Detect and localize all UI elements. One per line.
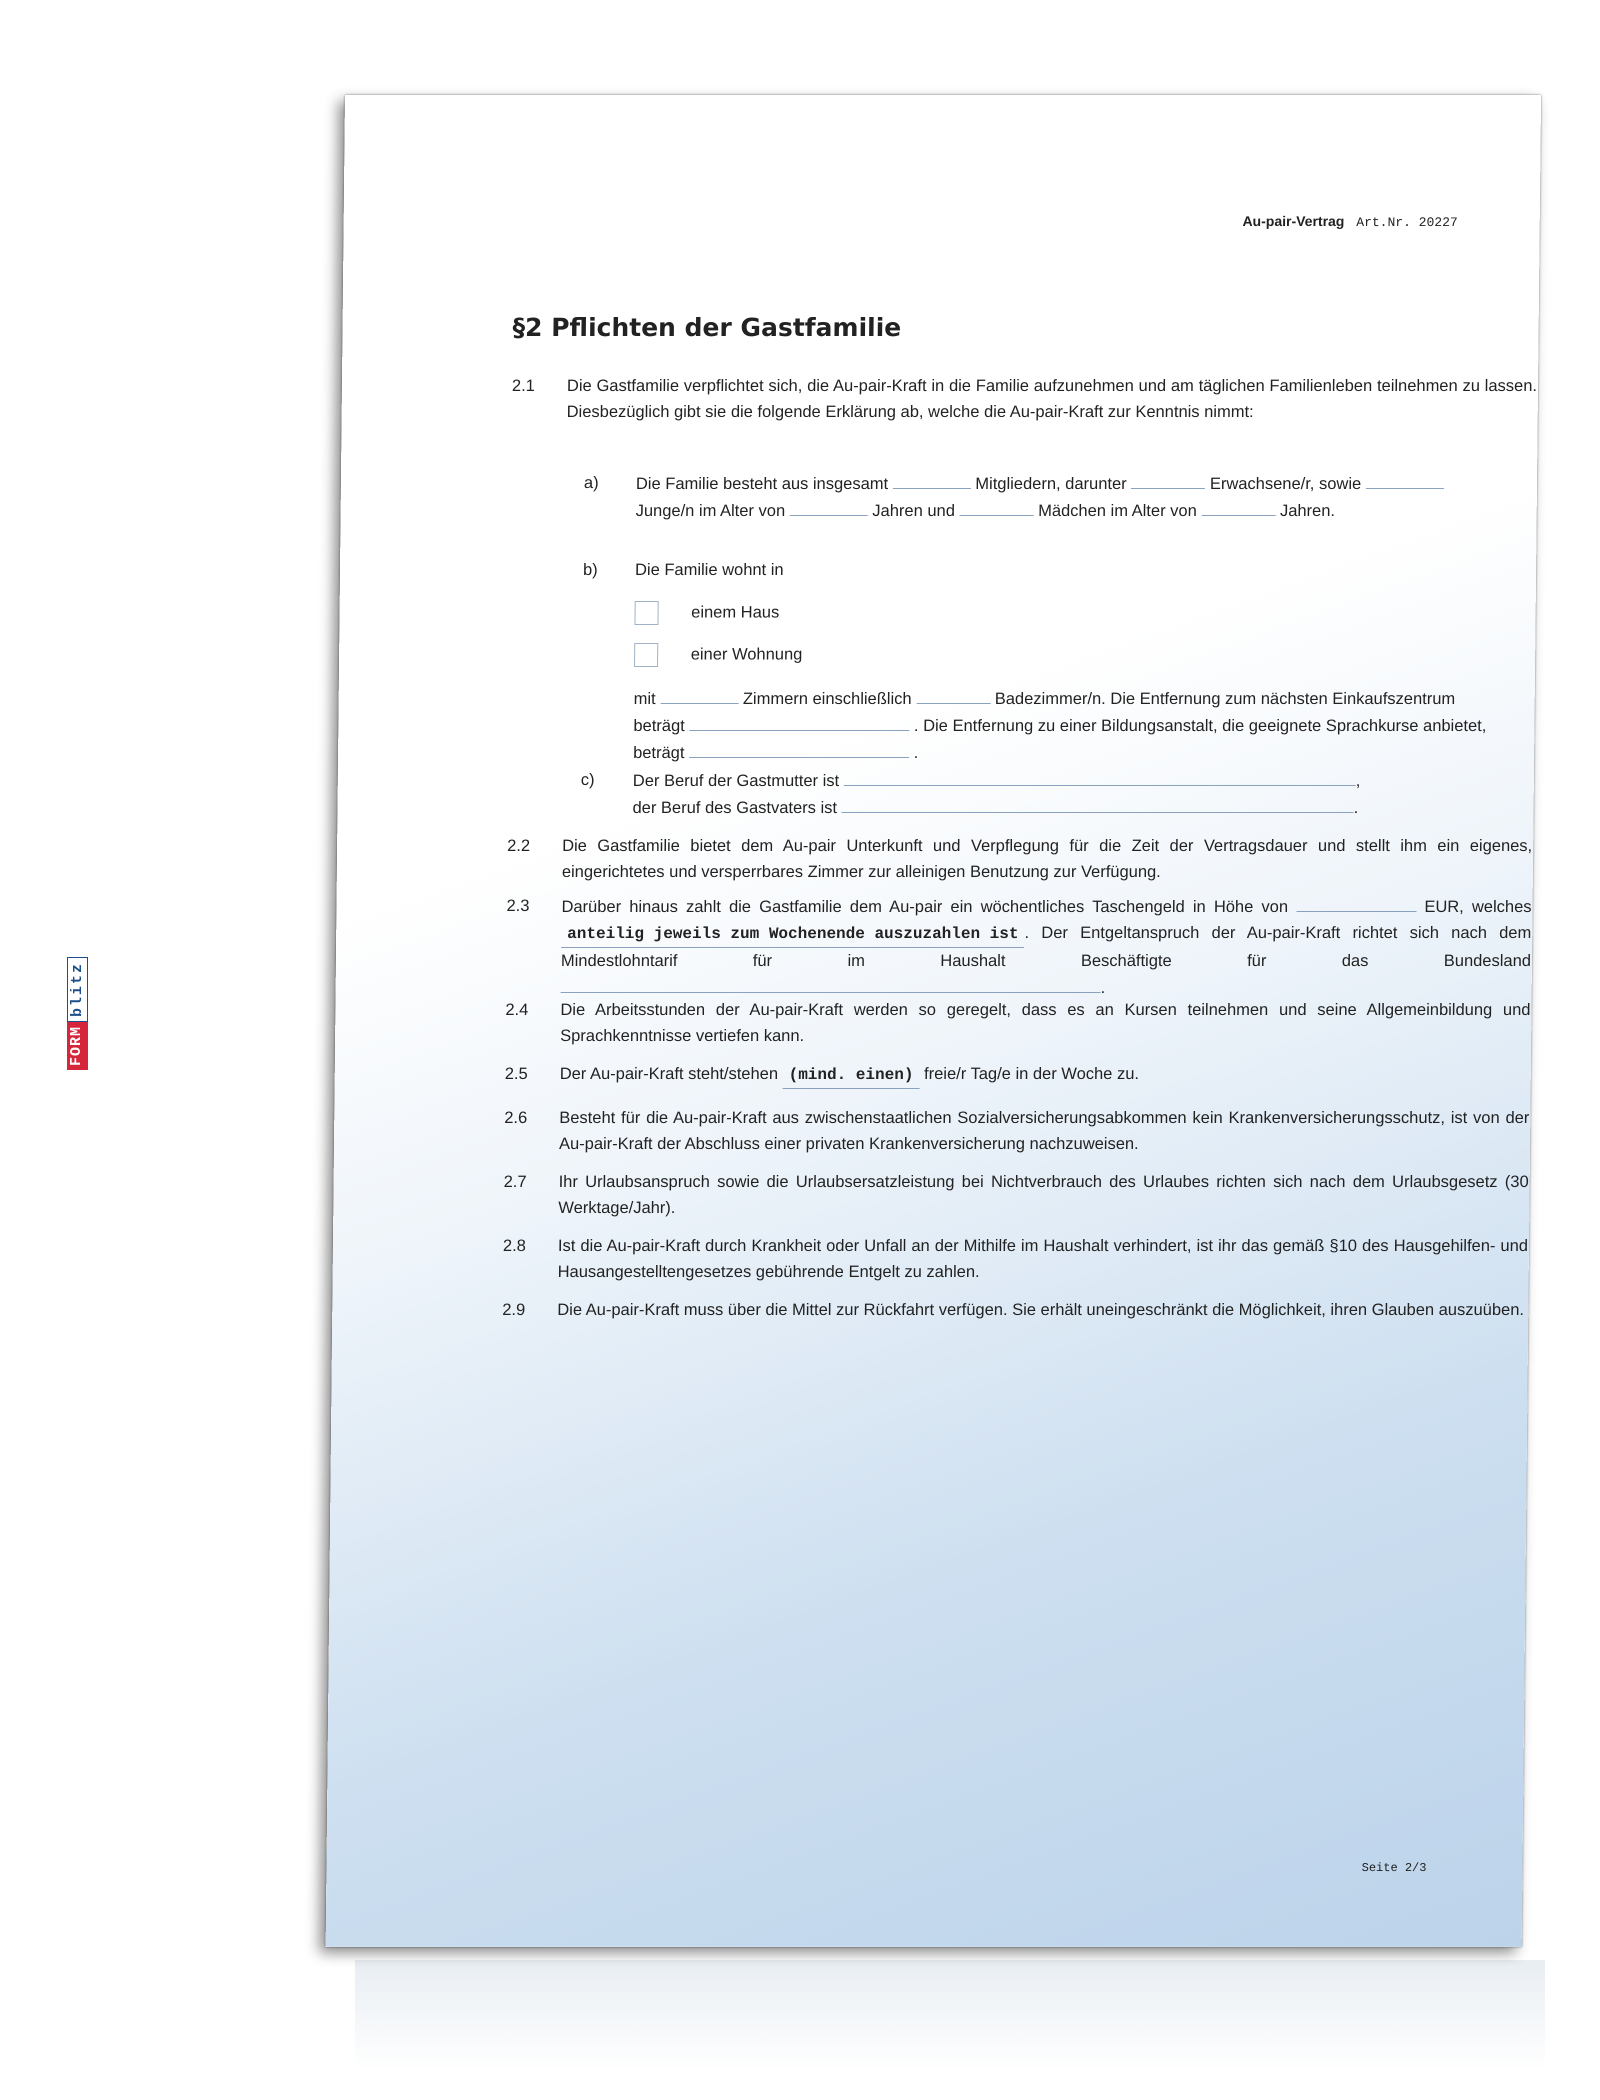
subclause-b — [582, 557, 1490, 583]
clause-text: Besteht für die Au-pair-Kraft aus zwischenstaatlichen Sozialversicherungsabkommen kein Krankenversicherungsschutz, ist von der Au-pair-Kraft der Abschluss einer privaten Krankenversicherung nachzuweisen. — [558, 1108, 1530, 1153]
text: Jahren. — [1279, 501, 1336, 520]
shopping-distance-blank[interactable] — [689, 712, 909, 731]
text: Der Au-pair-Kraft steht/stehen — [559, 1064, 779, 1083]
clause-text: Die Arbeitsstunden der Au-pair-Kraft werden so geregelt, dass es an Kursen teilnehmen und seine Allgemeinbildung und Sprachkenntnisse vertiefen kann. — [560, 1000, 1531, 1045]
girls-age-blank[interactable] — [1201, 497, 1275, 516]
text: Die Familie wohnt in — [634, 560, 784, 579]
text: EUR, welches — [1424, 897, 1532, 916]
boys-age-blank[interactable] — [790, 497, 868, 516]
page-number: Seite 2/3 — [1361, 1860, 1427, 1875]
clause-text: Die Gastfamilie verpflichtet sich, die Au-pair-Kraft in die Familie aufzunehmen und am täglichen Familienleben teilnehmen zu lassen. Diesbezüglich gibt sie die folgende Erklärung ab, welche die Au-pair-Kraft zur Kenntnis nimmt: — [566, 376, 1538, 421]
subclause-label: c) — [580, 770, 595, 789]
logo-blitz: blitz — [67, 957, 88, 1022]
page-reflection — [355, 1960, 1545, 2070]
text: freie/r Tag/e in der Woche zu. — [923, 1064, 1140, 1083]
clause-number: 2.7 — [503, 1172, 527, 1191]
members-blank[interactable] — [893, 470, 971, 489]
house-checkbox[interactable] — [634, 601, 658, 625]
text: . Der Entgeltanspruch der Au-pair-Kraft richtet sich nach dem Mindestlohntarif für im Haushalt Beschäftigte für das Bundesland — [560, 923, 1532, 970]
text: Zimmern einschließlich — [742, 689, 912, 708]
clause-2-5 — [505, 1061, 1530, 1089]
section-title: §2 Pflichten der Gastfamilie — [512, 312, 902, 342]
school-distance-blank[interactable] — [689, 739, 909, 758]
text: Darüber hinaus zahlt die Gastfamilie dem Au-pair ein wöchentliches Taschengeld in Höhe von — [561, 897, 1289, 916]
subclause-c — [580, 767, 1488, 821]
text: Der Beruf der Gastmutter ist — [632, 771, 840, 790]
text: . — [1353, 798, 1359, 817]
clause-number: 2.1 — [511, 376, 535, 395]
document-title: Au-pair-Vertrag — [1242, 212, 1345, 229]
father-job-blank[interactable] — [842, 794, 1354, 813]
clause-2-4 — [505, 997, 1531, 1049]
text: Jahren und — [872, 501, 956, 520]
subclause-a — [583, 470, 1492, 524]
mother-job-blank[interactable] — [844, 767, 1356, 786]
text: , — [1355, 771, 1361, 790]
rooms-blank[interactable] — [660, 685, 738, 704]
free-days-field[interactable]: (mind. einen) — [782, 1062, 919, 1089]
option-house[interactable] — [634, 601, 779, 625]
clause-2-8 — [503, 1233, 1529, 1285]
clause-text: Die Gastfamilie bietet dem Au-pair Unterkunft und Verpflegung für die Zeit der Vertragsdauer und stellt ihm ein eigenes, eingerichtetes und versperrbares Zimmer zur alleinigen Benutzung zur Verfügung. — [561, 836, 1533, 881]
text: Erwachsene/r, sowie — [1209, 474, 1362, 493]
bathrooms-blank[interactable] — [916, 685, 990, 704]
boys-blank[interactable] — [1366, 470, 1444, 489]
clause-text: Ihr Urlaubsanspruch sowie die Urlaubsersatzleistung bei Nichtverbrauch des Urlaubes richten sich nach dem Urlaubsgesetz (30 Werktage/Jahr). — [558, 1172, 1529, 1217]
text: . — [1100, 978, 1106, 997]
payment-mode-field[interactable]: anteilig jeweils zum Wochenende auszuzahlen ist — [561, 921, 1025, 948]
clause-number: 2.9 — [502, 1300, 526, 1319]
state-blank[interactable] — [561, 974, 1101, 993]
text: Badezimmer/n. Die Entfernung zum nächsten Einkaufszentrum beträgt — [633, 689, 1456, 735]
logo-form: FORM — [67, 1022, 88, 1070]
clause-text — [561, 893, 1532, 1001]
page-header — [1242, 213, 1457, 230]
text: Mädchen im Alter von — [1038, 501, 1197, 520]
clause-text: Die Au-pair-Kraft muss über die Mittel zur Rückfahrt verfügen. Sie erhält uneingeschränkt die Möglichkeit, ihren Glauben auszuüben. — [557, 1300, 1525, 1319]
clause-2-3 — [506, 893, 1532, 1001]
clause-2-2 — [507, 833, 1533, 885]
clause-2-7 — [503, 1169, 1529, 1221]
adults-blank[interactable] — [1131, 470, 1205, 489]
girls-blank[interactable] — [959, 497, 1033, 516]
formblitz-logo — [67, 955, 89, 1070]
text: . Die Entfernung zu einer Bildungsanstalt, die geeignete Sprachkurse anbietet, beträgt — [633, 716, 1487, 762]
clause-number: 2.4 — [505, 1000, 529, 1019]
option-label: einem Haus — [691, 603, 780, 622]
document-page — [326, 95, 1541, 1947]
clause-2-9 — [502, 1297, 1527, 1323]
option-apartment[interactable] — [634, 643, 802, 667]
clause-number: 2.6 — [504, 1108, 528, 1127]
clause-2-1 — [512, 373, 1538, 425]
apartment-checkbox[interactable] — [634, 643, 658, 667]
pocket-money-blank[interactable] — [1296, 893, 1416, 912]
clause-number: 2.5 — [504, 1064, 528, 1083]
clause-text: Ist die Au-pair-Kraft durch Krankheit oder Unfall an der Mithilfe im Haushalt verhindert, ist ihr das gemäß §10 des Hausgehilfen- und Hausangestelltengesetzes gebührende Entgelt zu zahlen. — [557, 1236, 1529, 1281]
clause-number: 2.8 — [502, 1236, 526, 1255]
text: . — [913, 743, 919, 762]
subclause-label: b) — [582, 560, 598, 579]
option-label: einer Wohnung — [690, 645, 803, 664]
clause-text — [560, 1061, 1530, 1089]
clause-number: 2.3 — [506, 896, 530, 915]
text: mit — [633, 689, 656, 708]
text: Mitgliedern, darunter — [975, 474, 1127, 493]
text: der Beruf des Gastvaters ist — [632, 798, 838, 817]
text: Die Familie besteht aus insgesamt — [635, 474, 889, 493]
clause-number: 2.2 — [507, 836, 531, 855]
article-number: Art.Nr. 20227 — [1356, 214, 1458, 230]
clause-2-6 — [504, 1105, 1530, 1157]
text: Junge/n im Alter von — [635, 501, 786, 520]
subclause-b-details — [633, 685, 1489, 766]
subclause-label: a) — [583, 473, 599, 492]
